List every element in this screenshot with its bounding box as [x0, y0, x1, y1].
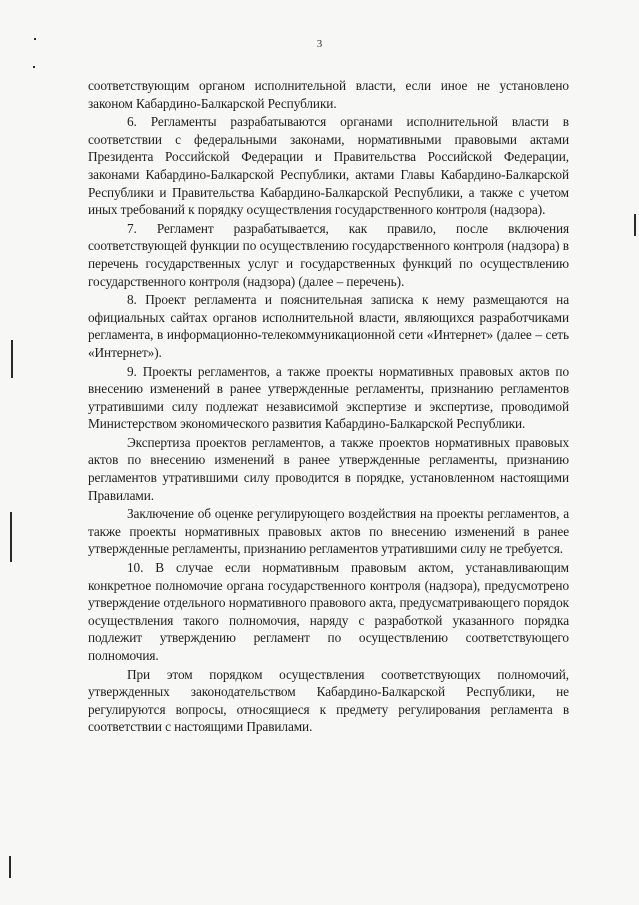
paragraph: 8. Проект регламента и пояснительная записка к нему размещаются на официальных сайтах органов исполнительной власти, являющихся разработчиками регламента, в информационно-телекоммуникационной сети «Интернет» (далее – сеть «Интернет»).: [88, 292, 569, 360]
paragraph: Заключение об оценке регулирующего воздействия на проекты регламентов, а также проекты нормативных правовых актов по внесению изменений в ранее утвержденные регламенты, признанию регламентов утратившими силу не требуется.: [88, 506, 569, 557]
paragraph: Экспертиза проектов регламентов, а также проектов нормативных правовых актов по внесению изменений в ранее утвержденные регламенты, признанию регламентов утратившими силу проводится в порядке, установленном настоящими Правилами.: [88, 434, 569, 503]
scan-mark: [10, 512, 12, 562]
paragraph: 9. Проекты регламентов, а также проекты нормативных правовых актов по внесению изменений в ранее утвержденные регламенты, признанию регламентов утратившими силу подлежат независимой экспертизе и экспертизе, проводимой Министерством экономического развития Кабардино-Балкарской Республики.: [88, 363, 569, 432]
scan-mark: [33, 66, 35, 68]
scan-mark: [634, 214, 636, 236]
paragraph: 6. Регламенты разрабатываются органами исполнительной власти в соответствии с федеральными законами, нормативными правовыми актами Президента Российской Федерации и Правительства Российской Федерации, законами Кабардино-Балкарской Республики, актами Главы Кабардино-Балкарской Республики и Правительства Кабардино-Балкарской Республики, а также с учетом иных требований к порядку осуществления государственного контроля (надзора).: [88, 114, 569, 218]
page-number: 3: [316, 38, 323, 50]
scan-mark: [9, 856, 11, 878]
paragraph: 10. В случае если нормативным правовым актом, устанавливающим конкретное полномочие органа государственного контроля (надзора), предусмотрено утверждение отдельного нормативного правового акта, предусматривающего порядок осуществления такого полномочия, наряду с разработкой указанного порядка подлежит утверждению регламент по осуществлению соответствующего полномочия.: [88, 560, 569, 663]
scan-mark: [11, 340, 13, 378]
document-body: [88, 77, 569, 737]
paragraph: При этом порядком осуществления соответствующих полномочий, утвержденных законодательством Кабардино-Балкарской Республики, не регулируются вопросы, относящиеся к предмету регулирования регламента в соответствии с настоящими Правилами.: [88, 666, 569, 735]
paragraph: 7. Регламент разрабатывается, как правило, после включения соответствующей функции по осуществлению государственного контроля (надзора) в перечень государственных услуг и государственных функций по осуществлению государственного контроля (надзора) (далее – перечень).: [88, 220, 569, 289]
paragraph: соответствующим органом исполнительной власти, если иное не установлено законом Кабардино-Балкарской Республики.: [88, 78, 569, 111]
